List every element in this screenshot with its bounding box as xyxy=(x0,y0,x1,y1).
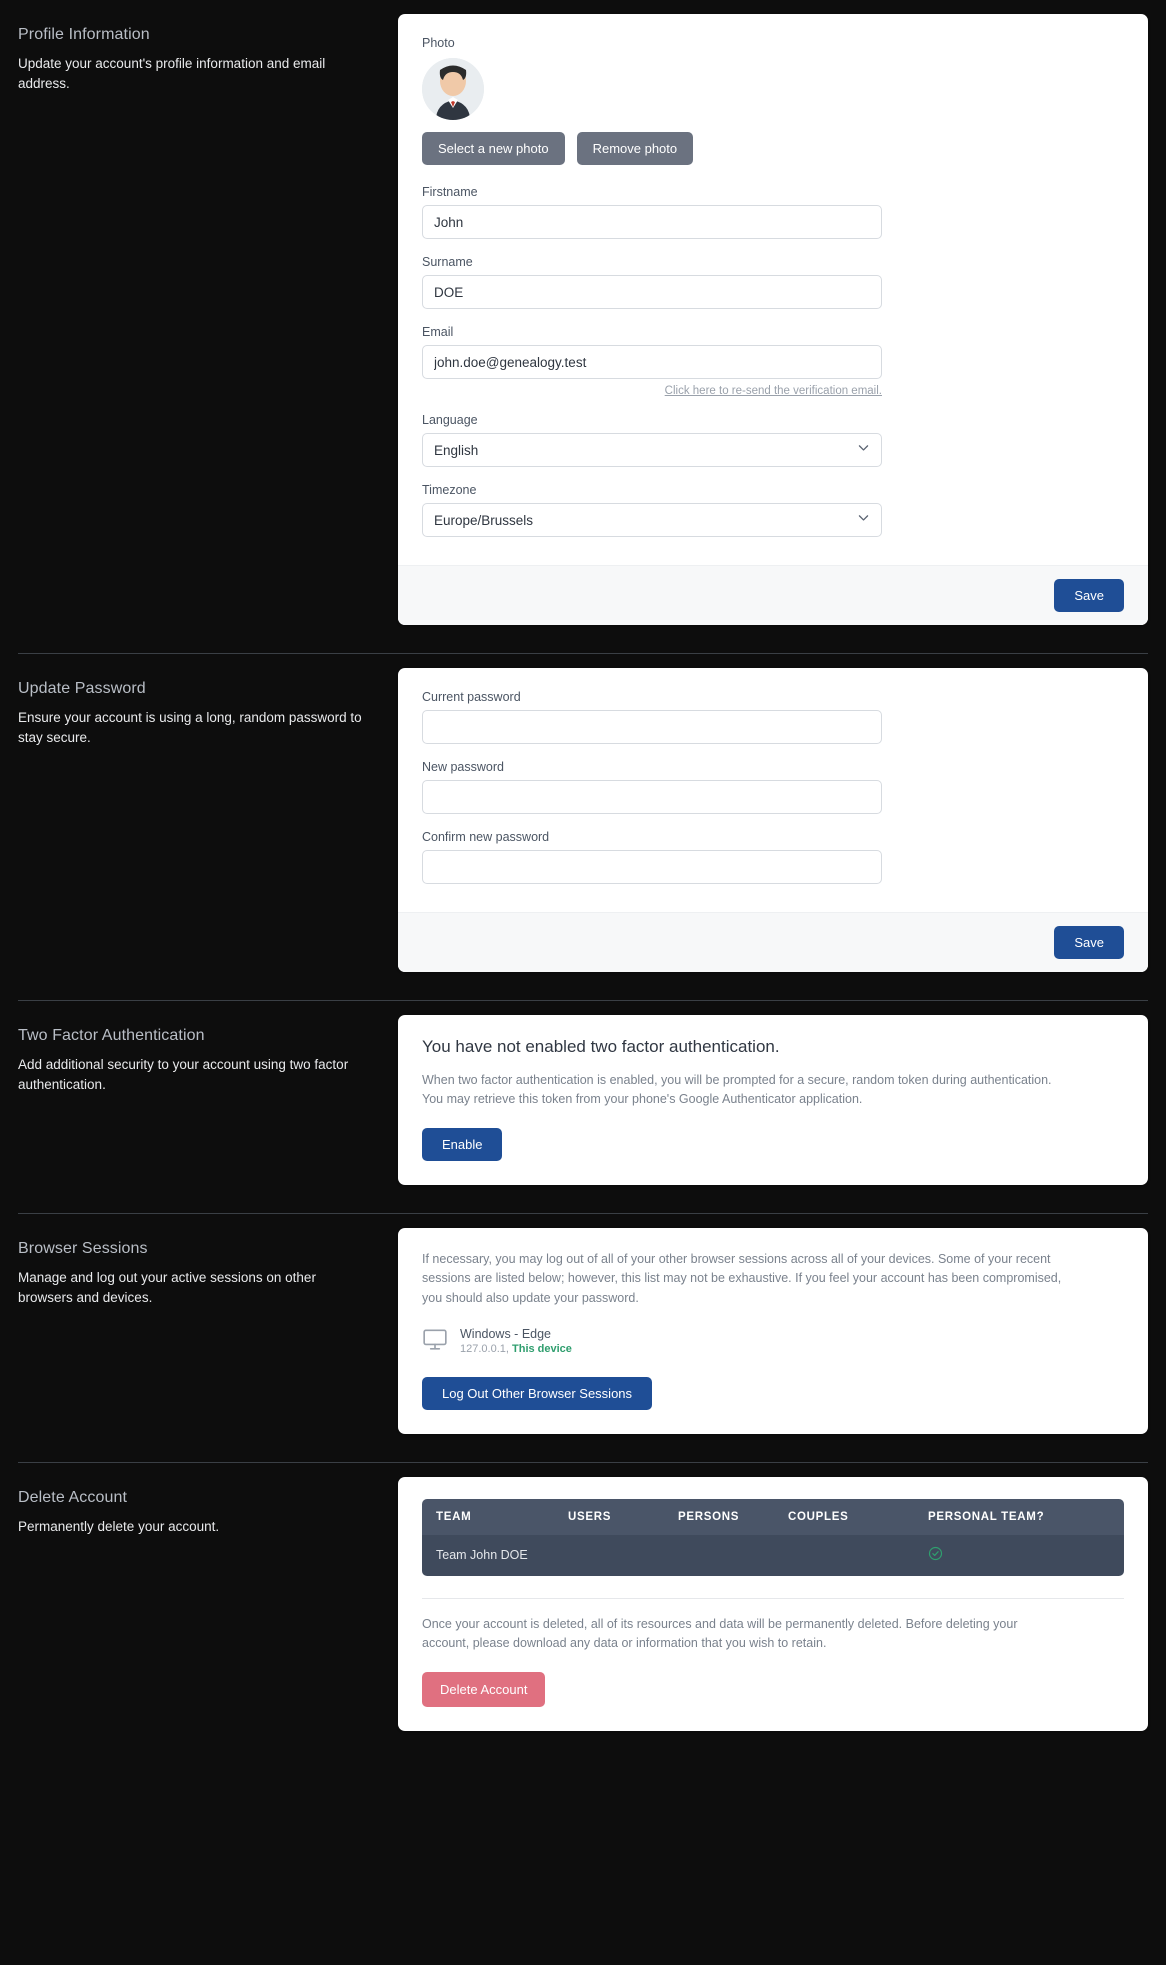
cell-users xyxy=(554,1535,664,1576)
delete-account-button[interactable]: Delete Account xyxy=(422,1672,545,1707)
delete-description: Permanently delete your account. xyxy=(18,1518,220,1534)
surname-input[interactable] xyxy=(422,275,882,309)
divider xyxy=(422,1598,1124,1599)
remove-photo-button[interactable]: Remove photo xyxy=(577,132,694,165)
language-label: Language xyxy=(422,413,478,427)
table-row xyxy=(422,1535,1124,1576)
timezone-field xyxy=(422,483,1124,537)
resend-verification-link[interactable]: Click here to re-send the verification email. xyxy=(664,385,882,397)
profile-save-button[interactable]: Save xyxy=(1054,579,1124,612)
section-browser-sessions xyxy=(18,1214,1148,1434)
section-update-password xyxy=(18,654,1148,972)
current-password-input[interactable] xyxy=(422,710,882,744)
confirm-password-input[interactable] xyxy=(422,850,882,884)
current-password-field xyxy=(422,690,1124,744)
surname-field xyxy=(422,255,1124,309)
logout-other-sessions-button[interactable]: Log Out Other Browser Sessions xyxy=(422,1377,652,1410)
firstname-field xyxy=(422,185,1124,239)
section-two-factor xyxy=(18,1001,1148,1185)
language-selected-value: English xyxy=(434,442,479,458)
photo-label: Photo xyxy=(422,36,455,50)
session-ip: 127.0.0.1, xyxy=(460,1343,509,1356)
current-password-label: Current password xyxy=(422,690,521,704)
teams-table xyxy=(422,1499,1124,1576)
delete-warning-text: Once your account is deleted, all of its resources and data will be permanently deleted. Before deleting your account, please download any data or information that you wish to retain. xyxy=(422,1616,1018,1651)
avatar xyxy=(422,58,484,120)
new-password-label: New password xyxy=(422,760,504,774)
profile-section-header xyxy=(18,14,398,95)
password-title: Update Password xyxy=(18,680,146,697)
column-header-persons: PERSONS xyxy=(664,1499,774,1535)
confirm-password-field xyxy=(422,830,1124,884)
delete-section-header xyxy=(18,1477,398,1537)
sessions-title: Browser Sessions xyxy=(18,1239,148,1257)
cell-persons xyxy=(664,1535,774,1576)
profile-description: Update your account's profile information and email address. xyxy=(18,56,326,92)
timezone-label: Timezone xyxy=(422,483,477,497)
firstname-input[interactable] xyxy=(422,205,882,239)
confirm-password-label: Confirm new password xyxy=(422,830,550,844)
firstname-label: Firstname xyxy=(422,185,478,199)
select-new-photo-button[interactable]: Select a new photo xyxy=(422,132,565,165)
enable-two-factor-button[interactable]: Enable xyxy=(422,1128,502,1161)
check-circle-icon xyxy=(928,1548,943,1565)
profile-title: Profile Information xyxy=(18,26,150,43)
column-header-users: USERS xyxy=(554,1499,664,1535)
cell-couples xyxy=(774,1535,914,1576)
surname-label: Surname xyxy=(422,255,473,269)
profile-card xyxy=(398,14,1148,625)
password-card xyxy=(398,668,1148,972)
delete-card xyxy=(398,1477,1148,1731)
two-factor-card xyxy=(398,1015,1148,1185)
timezone-select[interactable] xyxy=(422,503,882,537)
language-field xyxy=(422,413,1124,467)
sessions-body-text: If necessary, you may log out of all of your other browser sessions across all of your devices. Some of your recent sessions are listed below; however, this list may not be exhaustive. If you feel your account has been compromised, you should also update your password. xyxy=(422,1251,1062,1305)
language-select[interactable] xyxy=(422,433,882,467)
cell-team-name: Team John DOE xyxy=(422,1535,554,1576)
two-factor-section-header xyxy=(18,1015,398,1096)
section-delete-account xyxy=(18,1463,1148,1751)
two-factor-description: Add additional security to your account using two factor authentication. xyxy=(18,1057,349,1093)
column-header-personal-team: PERSONAL TEAM? xyxy=(914,1499,1124,1535)
email-input[interactable] xyxy=(422,345,882,379)
email-label: Email xyxy=(422,325,454,339)
sessions-description: Manage and log out your active sessions on other browsers and devices. xyxy=(18,1269,316,1305)
column-header-couples: COUPLES xyxy=(774,1499,914,1535)
sessions-section-header xyxy=(18,1228,398,1309)
password-description: Ensure your account is using a long, random password to stay secure. xyxy=(18,710,362,746)
session-current-badge: This device xyxy=(512,1343,572,1356)
list-item xyxy=(422,1326,1124,1357)
section-profile-information xyxy=(18,0,1148,625)
session-device-name: Windows - Edge xyxy=(460,1327,552,1342)
two-factor-title: Two Factor Authentication xyxy=(18,1027,205,1044)
sessions-card xyxy=(398,1228,1148,1434)
delete-title: Delete Account xyxy=(18,1488,128,1506)
password-save-button[interactable]: Save xyxy=(1054,926,1124,959)
password-section-header xyxy=(18,668,398,749)
email-field-group xyxy=(422,325,1124,397)
new-password-input[interactable] xyxy=(422,780,882,814)
desktop-icon xyxy=(422,1326,448,1357)
cell-personal-team xyxy=(914,1535,1124,1576)
two-factor-body-text: When two factor authentication is enabled, you will be prompted for a secure, random token during authentication. You may retrieve this token from your phone's Google Authenticator application. xyxy=(422,1073,1052,1107)
new-password-field xyxy=(422,760,1124,814)
two-factor-status-heading: You have not enabled two factor authentication. xyxy=(422,1037,780,1056)
table-header-row xyxy=(422,1499,1124,1535)
timezone-selected-value: Europe/Brussels xyxy=(434,512,534,528)
column-header-team: TEAM xyxy=(422,1499,554,1535)
